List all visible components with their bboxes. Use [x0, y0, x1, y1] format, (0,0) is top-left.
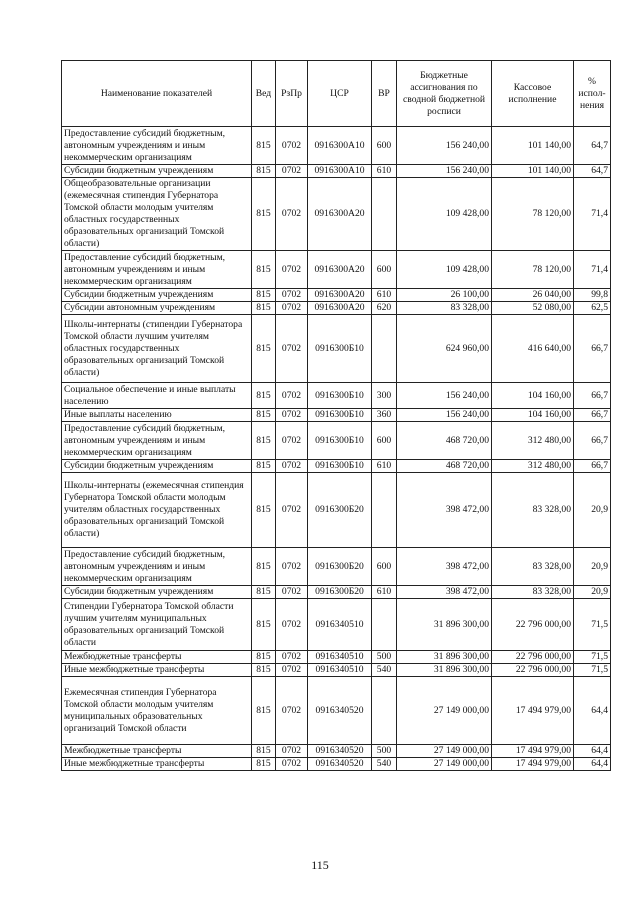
row-fact-cell: 101 140,00 — [492, 127, 574, 165]
row-rzpr-cell: 0702 — [276, 315, 308, 383]
row-ved-cell: 815 — [252, 422, 276, 460]
row-ved-cell: 815 — [252, 127, 276, 165]
row-pct-cell: 64,4 — [574, 677, 611, 745]
table-row — [62, 302, 611, 315]
row-fact-cell: 17 494 979,00 — [492, 745, 574, 758]
row-rzpr-cell: 0702 — [276, 460, 308, 473]
col-header-fact: Кассовое исполнение — [492, 61, 574, 127]
row-name-cell: Межбюджетные трансферты — [62, 651, 252, 664]
row-pct-cell: 20,9 — [574, 586, 611, 599]
row-ved-cell: 815 — [252, 315, 276, 383]
row-rzpr-cell: 0702 — [276, 745, 308, 758]
row-csr-cell: 0916300Б20 — [308, 586, 372, 599]
row-name-cell: Субсидии бюджетным учреждениям — [62, 289, 252, 302]
row-fact-cell: 78 120,00 — [492, 251, 574, 289]
row-plan-cell: 109 428,00 — [397, 251, 492, 289]
row-ved-cell: 815 — [252, 460, 276, 473]
row-ved-cell: 815 — [252, 289, 276, 302]
table-row — [62, 251, 611, 289]
row-ved-cell: 815 — [252, 599, 276, 651]
table-row — [62, 178, 611, 251]
row-vr-cell: 610 — [372, 460, 397, 473]
row-vr-cell — [372, 677, 397, 745]
row-plan-cell: 156 240,00 — [397, 409, 492, 422]
row-fact-cell: 22 796 000,00 — [492, 651, 574, 664]
row-fact-cell: 104 160,00 — [492, 383, 574, 409]
row-pct-cell: 71,5 — [574, 664, 611, 677]
row-rzpr-cell: 0702 — [276, 586, 308, 599]
row-vr-cell — [372, 315, 397, 383]
row-csr-cell: 0916340520 — [308, 758, 372, 771]
row-fact-cell: 101 140,00 — [492, 165, 574, 178]
row-vr-cell — [372, 473, 397, 548]
row-plan-cell: 31 896 300,00 — [397, 599, 492, 651]
row-vr-cell: 610 — [372, 586, 397, 599]
row-plan-cell: 27 149 000,00 — [397, 745, 492, 758]
row-name-cell: Субсидии бюджетным учреждениям — [62, 460, 252, 473]
row-plan-cell: 31 896 300,00 — [397, 664, 492, 677]
row-pct-cell: 99,8 — [574, 289, 611, 302]
col-header-pct: % испол-нения — [574, 61, 611, 127]
row-vr-cell: 540 — [372, 758, 397, 771]
row-name-cell: Иные межбюджетные трансферты — [62, 664, 252, 677]
row-rzpr-cell: 0702 — [276, 473, 308, 548]
row-plan-cell: 31 896 300,00 — [397, 651, 492, 664]
row-plan-cell: 156 240,00 — [397, 127, 492, 165]
row-fact-cell: 416 640,00 — [492, 315, 574, 383]
row-rzpr-cell: 0702 — [276, 409, 308, 422]
table-row — [62, 289, 611, 302]
table-row — [62, 586, 611, 599]
table-row — [62, 460, 611, 473]
row-csr-cell: 0916340520 — [308, 745, 372, 758]
table-row — [62, 664, 611, 677]
row-name-cell: Предоставление субсидий бюджетным, автономным учреждениям и иным некоммерческим организациям — [62, 127, 252, 165]
table-row — [62, 758, 611, 771]
table-header — [62, 61, 611, 127]
row-csr-cell: 0916300Б20 — [308, 548, 372, 586]
table-row — [62, 745, 611, 758]
row-plan-cell: 109 428,00 — [397, 178, 492, 251]
row-vr-cell: 600 — [372, 422, 397, 460]
row-fact-cell: 78 120,00 — [492, 178, 574, 251]
row-vr-cell: 610 — [372, 165, 397, 178]
row-name-cell: Субсидии бюджетным учреждениям — [62, 165, 252, 178]
row-vr-cell: 600 — [372, 548, 397, 586]
row-csr-cell: 0916300А10 — [308, 165, 372, 178]
table-row — [62, 677, 611, 745]
row-csr-cell: 0916300Б10 — [308, 460, 372, 473]
row-pct-cell: 71,4 — [574, 251, 611, 289]
table-row — [62, 127, 611, 165]
table-row — [62, 409, 611, 422]
row-fact-cell: 22 796 000,00 — [492, 664, 574, 677]
row-name-cell: Социальное обеспечение и иные выплаты населению — [62, 383, 252, 409]
row-pct-cell: 64,7 — [574, 127, 611, 165]
row-pct-cell: 66,7 — [574, 409, 611, 422]
row-rzpr-cell: 0702 — [276, 251, 308, 289]
row-ved-cell: 815 — [252, 745, 276, 758]
row-csr-cell: 0916300Б10 — [308, 409, 372, 422]
table-body — [62, 127, 611, 771]
row-plan-cell: 156 240,00 — [397, 383, 492, 409]
row-pct-cell: 71,4 — [574, 178, 611, 251]
row-rzpr-cell: 0702 — [276, 178, 308, 251]
row-plan-cell: 624 960,00 — [397, 315, 492, 383]
table-row — [62, 548, 611, 586]
row-plan-cell: 156 240,00 — [397, 165, 492, 178]
row-plan-cell: 398 472,00 — [397, 473, 492, 548]
row-ved-cell: 815 — [252, 758, 276, 771]
row-name-cell: Иные межбюджетные трансферты — [62, 758, 252, 771]
row-fact-cell: 22 796 000,00 — [492, 599, 574, 651]
table-row — [62, 383, 611, 409]
row-rzpr-cell: 0702 — [276, 651, 308, 664]
row-pct-cell: 71,5 — [574, 599, 611, 651]
row-rzpr-cell: 0702 — [276, 302, 308, 315]
row-plan-cell: 398 472,00 — [397, 548, 492, 586]
row-csr-cell: 0916300А20 — [308, 178, 372, 251]
row-name-cell: Иные выплаты населению — [62, 409, 252, 422]
row-csr-cell: 0916300Б10 — [308, 422, 372, 460]
row-csr-cell: 0916340510 — [308, 599, 372, 651]
col-header-csr: ЦСР — [308, 61, 372, 127]
row-vr-cell: 610 — [372, 289, 397, 302]
row-vr-cell: 540 — [372, 664, 397, 677]
row-rzpr-cell: 0702 — [276, 599, 308, 651]
budget-table — [61, 60, 611, 771]
row-pct-cell: 66,7 — [574, 422, 611, 460]
row-rzpr-cell: 0702 — [276, 127, 308, 165]
row-fact-cell: 17 494 979,00 — [492, 677, 574, 745]
row-ved-cell: 815 — [252, 178, 276, 251]
row-name-cell: Ежемесячная стипендия Губернатора Томской области молодым учителям муниципальных образовательных организаций Томской области — [62, 677, 252, 745]
row-ved-cell: 815 — [252, 383, 276, 409]
table-row — [62, 651, 611, 664]
row-pct-cell: 64,4 — [574, 745, 611, 758]
row-name-cell: Предоставление субсидий бюджетным, автономным учреждениям и иным некоммерческим организациям — [62, 548, 252, 586]
row-pct-cell: 64,7 — [574, 165, 611, 178]
row-plan-cell: 27 149 000,00 — [397, 758, 492, 771]
row-vr-cell — [372, 178, 397, 251]
row-fact-cell: 104 160,00 — [492, 409, 574, 422]
row-fact-cell: 26 040,00 — [492, 289, 574, 302]
row-pct-cell: 66,7 — [574, 383, 611, 409]
row-csr-cell: 0916300Б10 — [308, 315, 372, 383]
row-ved-cell: 815 — [252, 586, 276, 599]
row-fact-cell: 83 328,00 — [492, 548, 574, 586]
row-name-cell: Школы-интернаты (стипендии Губернатора Томской области лучшим учителям областных государственных образовательных организаций Томской области) — [62, 315, 252, 383]
row-vr-cell: 500 — [372, 745, 397, 758]
row-vr-cell: 600 — [372, 127, 397, 165]
table-row — [62, 315, 611, 383]
row-plan-cell: 83 328,00 — [397, 302, 492, 315]
row-fact-cell: 83 328,00 — [492, 586, 574, 599]
row-rzpr-cell: 0702 — [276, 422, 308, 460]
row-rzpr-cell: 0702 — [276, 758, 308, 771]
row-pct-cell: 62,5 — [574, 302, 611, 315]
row-plan-cell: 468 720,00 — [397, 460, 492, 473]
row-csr-cell: 0916300А10 — [308, 127, 372, 165]
row-plan-cell: 27 149 000,00 — [397, 677, 492, 745]
col-header-name: Наименование показателей — [62, 61, 252, 127]
row-csr-cell: 0916340510 — [308, 651, 372, 664]
row-vr-cell: 300 — [372, 383, 397, 409]
row-vr-cell: 620 — [372, 302, 397, 315]
row-name-cell: Межбюджетные трансферты — [62, 745, 252, 758]
row-ved-cell: 815 — [252, 165, 276, 178]
row-fact-cell: 83 328,00 — [492, 473, 574, 548]
row-ved-cell: 815 — [252, 677, 276, 745]
row-name-cell: Предоставление субсидий бюджетным, автономным учреждениям и иным некоммерческим организациям — [62, 422, 252, 460]
col-header-ved: Вед — [252, 61, 276, 127]
row-csr-cell: 0916300Б20 — [308, 473, 372, 548]
row-fact-cell: 52 080,00 — [492, 302, 574, 315]
row-rzpr-cell: 0702 — [276, 289, 308, 302]
row-pct-cell: 66,7 — [574, 460, 611, 473]
row-ved-cell: 815 — [252, 664, 276, 677]
row-pct-cell: 64,4 — [574, 758, 611, 771]
row-ved-cell: 815 — [252, 409, 276, 422]
row-rzpr-cell: 0702 — [276, 677, 308, 745]
row-fact-cell: 17 494 979,00 — [492, 758, 574, 771]
page-number: 115 — [311, 858, 329, 872]
table-row — [62, 422, 611, 460]
row-ved-cell: 815 — [252, 548, 276, 586]
row-pct-cell: 71,5 — [574, 651, 611, 664]
row-vr-cell: 360 — [372, 409, 397, 422]
row-vr-cell — [372, 599, 397, 651]
row-fact-cell: 312 480,00 — [492, 460, 574, 473]
row-vr-cell: 500 — [372, 651, 397, 664]
col-header-rzpr: РзПр — [276, 61, 308, 127]
row-pct-cell: 66,7 — [574, 315, 611, 383]
row-plan-cell: 468 720,00 — [397, 422, 492, 460]
row-csr-cell: 0916300А20 — [308, 302, 372, 315]
row-plan-cell: 398 472,00 — [397, 586, 492, 599]
row-fact-cell: 312 480,00 — [492, 422, 574, 460]
row-name-cell: Общеобразовательные организации (ежемесячная стипендия Губернатора Томской области молодым учителям областных государственных образовательных организаций Томской области) — [62, 178, 252, 251]
row-ved-cell: 815 — [252, 651, 276, 664]
row-name-cell: Субсидии автономным учреждениям — [62, 302, 252, 315]
row-csr-cell: 0916300Б10 — [308, 383, 372, 409]
row-name-cell: Субсидии бюджетным учреждениям — [62, 586, 252, 599]
row-pct-cell: 20,9 — [574, 548, 611, 586]
row-name-cell: Школы-интернаты (ежемесячная стипендия Губернатора Томской области молодым учителям областных государственных образовательных организаций Томской области) — [62, 473, 252, 548]
row-vr-cell: 600 — [372, 251, 397, 289]
row-rzpr-cell: 0702 — [276, 548, 308, 586]
row-rzpr-cell: 0702 — [276, 165, 308, 178]
table-row — [62, 165, 611, 178]
row-name-cell: Стипендии Губернатора Томской области лучшим учителям муниципальных образовательных организаций Томской области — [62, 599, 252, 651]
row-csr-cell: 0916340510 — [308, 664, 372, 677]
row-ved-cell: 815 — [252, 302, 276, 315]
row-name-cell: Предоставление субсидий бюджетным, автономным учреждениям и иным некоммерческим организациям — [62, 251, 252, 289]
row-csr-cell: 0916340520 — [308, 677, 372, 745]
col-header-plan: Бюджетные ассигнования по сводной бюджетной росписи — [397, 61, 492, 127]
col-header-vr: ВР — [372, 61, 397, 127]
table-row — [62, 599, 611, 651]
row-csr-cell: 0916300А20 — [308, 251, 372, 289]
row-ved-cell: 815 — [252, 473, 276, 548]
row-rzpr-cell: 0702 — [276, 383, 308, 409]
row-rzpr-cell: 0702 — [276, 664, 308, 677]
row-plan-cell: 26 100,00 — [397, 289, 492, 302]
row-ved-cell: 815 — [252, 251, 276, 289]
row-csr-cell: 0916300А20 — [308, 289, 372, 302]
row-pct-cell: 20,9 — [574, 473, 611, 548]
table-row — [62, 473, 611, 548]
